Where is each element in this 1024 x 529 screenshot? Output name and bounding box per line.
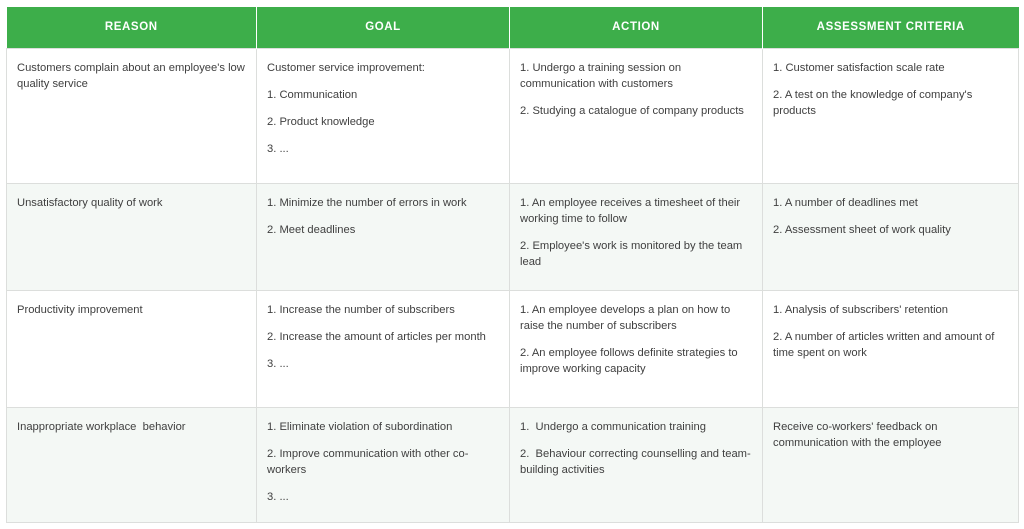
cell-text: 2. Meet deadlines [267,223,356,236]
cell-text: 2. A number of articles written and amount of time spent on work [773,330,998,359]
cell-text: 2. Product knowledge [267,115,375,128]
cell-text: 1. An employee develops a plan on how to raise the number of subscribers [520,303,734,332]
cell-text: 1. Analysis of subscribers' retention [773,303,949,316]
cell-goal [257,290,510,407]
cell-text: 2. Assessment sheet of work quality [773,223,951,236]
cell-reason [7,48,257,183]
table-header-row [7,7,1019,48]
column-header-assessment-criteria: ASSESSMENT CRITERIA [763,7,1019,48]
cell-action [510,48,763,183]
column-header-goal: GOAL [257,7,510,48]
cell-goal [257,48,510,183]
column-header-reason: REASON [7,7,257,48]
cell-text: Unsatisfactory quality of work [17,196,163,209]
performance-improvement-plan-table [6,7,1019,523]
cell-goal [257,407,510,522]
cell-text: Customer service improvement: [267,61,425,74]
cell-goal [257,183,510,290]
cell-assessment [763,48,1019,183]
cell-text: 1. Increase the number of subscribers [267,303,455,316]
cell-action [510,407,763,522]
cell-reason [7,290,257,407]
cell-text: 1. Undergo a communication training [520,420,706,433]
cell-assessment [763,290,1019,407]
cell-text: Customers complain about an employee's low quality service [17,61,248,90]
cell-text: 2. Increase the amount of articles per month [267,330,486,343]
cell-text: Productivity improvement [17,303,143,316]
cell-text: 2. A test on the knowledge of company's products [773,88,976,117]
cell-text: Inappropriate workplace behavior [17,420,186,433]
cell-text: 2. An employee follows definite strategies to improve working capacity [520,346,741,376]
cell-text: 1. A number of deadlines met [773,196,918,209]
cell-reason [7,183,257,290]
cell-text: 1. Communication [267,88,358,101]
cell-action [510,183,763,290]
cell-text: 2. Behaviour correcting counselling and team-building activities [520,447,751,476]
cell-text: 2. Employee's work is monitored by the team lead [520,239,746,269]
table-body [7,48,1019,522]
cell-action [510,290,763,407]
cell-assessment [763,407,1019,522]
table-row [7,48,1019,183]
table-header [7,7,1019,48]
cell-text: Receive co-workers' feedback on communication with the employee [773,420,942,449]
table-row [7,290,1019,407]
cell-text: 2. Improve communication with other co-workers [267,447,469,476]
column-header-action: ACTION [510,7,763,48]
cell-text: 3. ... [267,491,289,504]
table-row [7,183,1019,290]
cell-assessment [763,183,1019,290]
cell-text: 1. Undergo a training session on communication with customers [520,61,685,90]
cell-text: 1. Eliminate violation of subordination [267,420,453,433]
cell-text: 3. ... [267,357,289,370]
cell-reason [7,407,257,522]
table-row [7,407,1019,522]
cell-text: 1. Minimize the number of errors in work [267,196,467,209]
cell-text: 2. Studying a catalogue of company products [520,104,744,117]
cell-text: 1. An employee receives a timesheet of their working time to follow [520,196,744,225]
cell-text: 3. ... [267,143,289,156]
cell-text: 1. Customer satisfaction scale rate [773,61,945,74]
